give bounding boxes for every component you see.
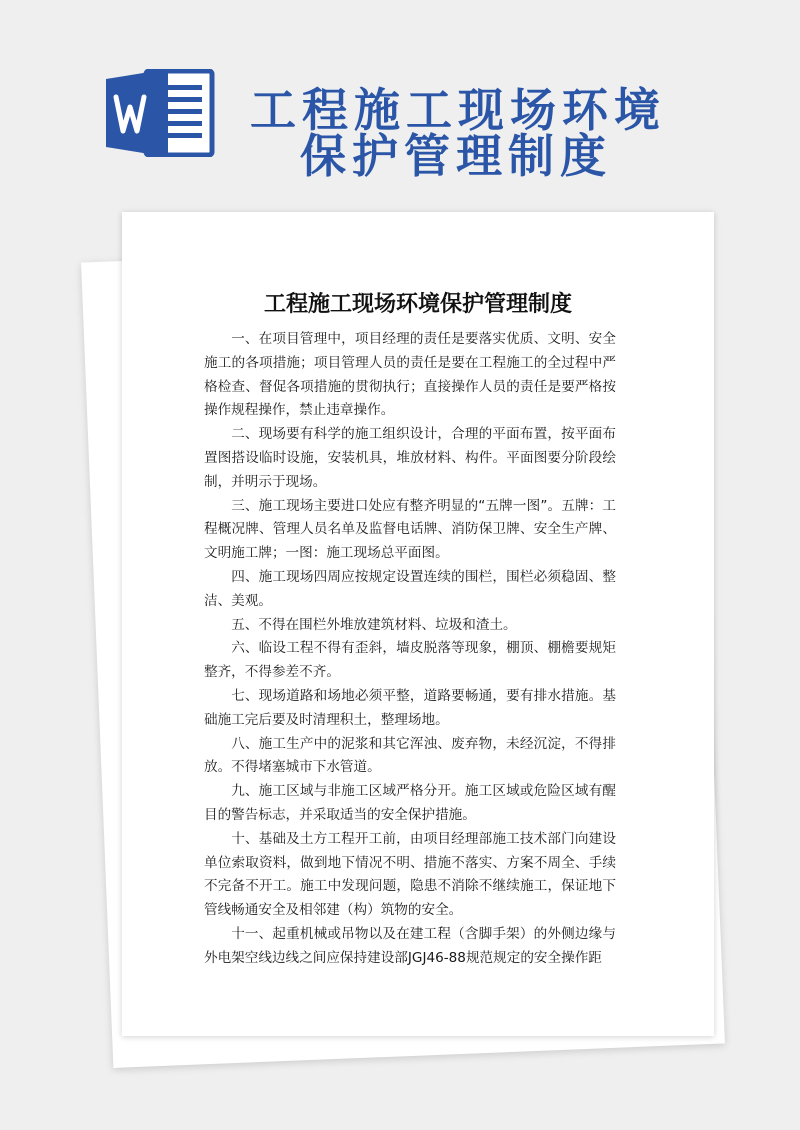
document-page: [122, 212, 714, 1036]
paragraph-1: 一、在项目管理中，项目经理的责任是要落实优质、文明、安全施工的各项措施；项目管理人员的责任是要在工程施工的全过程中严格检查、督促各项措施的贯彻执行；直接操作人员的责任是要严格按操作规程操作，禁止违章操作。: [204, 331, 616, 419]
paragraph-6: 六、临设工程不得有歪斜，墙皮脱落等现象，棚顶、棚檐要规矩整齐，不得参差不齐。: [204, 640, 616, 681]
page-title-line-2: 保护管理制度: [300, 129, 612, 183]
paragraph-9: 九、施工区域与非施工区域严格分开。施工区域或危险区域有醒目的警告标志，并采取适当的安全保护措施。: [204, 783, 616, 823]
paragraph-3: 三、施工现场主要进口处应有整齐明显的“五牌一图”。五牌：工程概况牌、管理人员名单及监督电话牌、消防保卫牌、安全生产牌、文明施工牌；一图：施工现场总平面图。: [204, 497, 616, 562]
paragraph-5: 五、不得在围栏外堆放建筑材料、垃圾和渣土。: [231, 616, 517, 633]
paragraph-11: 十一、起重机械或吊物以及在建工程（含脚手架）的外侧边缘与外电架空线边线之间应保持建设部JGJ46-88规范规定的安全操作距: [204, 925, 616, 966]
document-body: [204, 328, 616, 971]
paragraph-7: 七、现场道路和场地必须平整，道路要畅通，要有排水措施。基础施工完后要及时清理积土，整理场地。: [204, 687, 616, 728]
paragraph-4: 四、施工现场四周应按规定设置连续的围栏，围栏必须稳固、整洁、美观。: [204, 568, 616, 609]
word-document-icon: [106, 69, 216, 157]
paragraph-2: 二、现场要有科学的施工组织设计，合理的平面布置，按平面布置图搭设临时设施，安装机具，堆放材料、构件。平面图要分阶段绘制，并明示于现场。: [204, 426, 616, 490]
paragraph-8: 八、施工生产中的泥浆和其它浑浊、废弃物，未经沉淀，不得排放。不得堵塞城市下水管道。: [204, 735, 616, 776]
paragraph-10: 十、基础及土方工程开工前，由项目经理部施工技术部门向建设单位索取资料，做到地下情况不明、措施不落实、方案不周全、手续不完备不开工。施工中发现问题，隐患不消除不继续施工，保证地下管线畅通安全及相邻建（构）筑物的安全。: [204, 830, 616, 919]
page-title-line-1: 工程施工现场环境: [250, 83, 666, 137]
document-title: 工程施工现场环境保护管理制度: [263, 292, 572, 317]
